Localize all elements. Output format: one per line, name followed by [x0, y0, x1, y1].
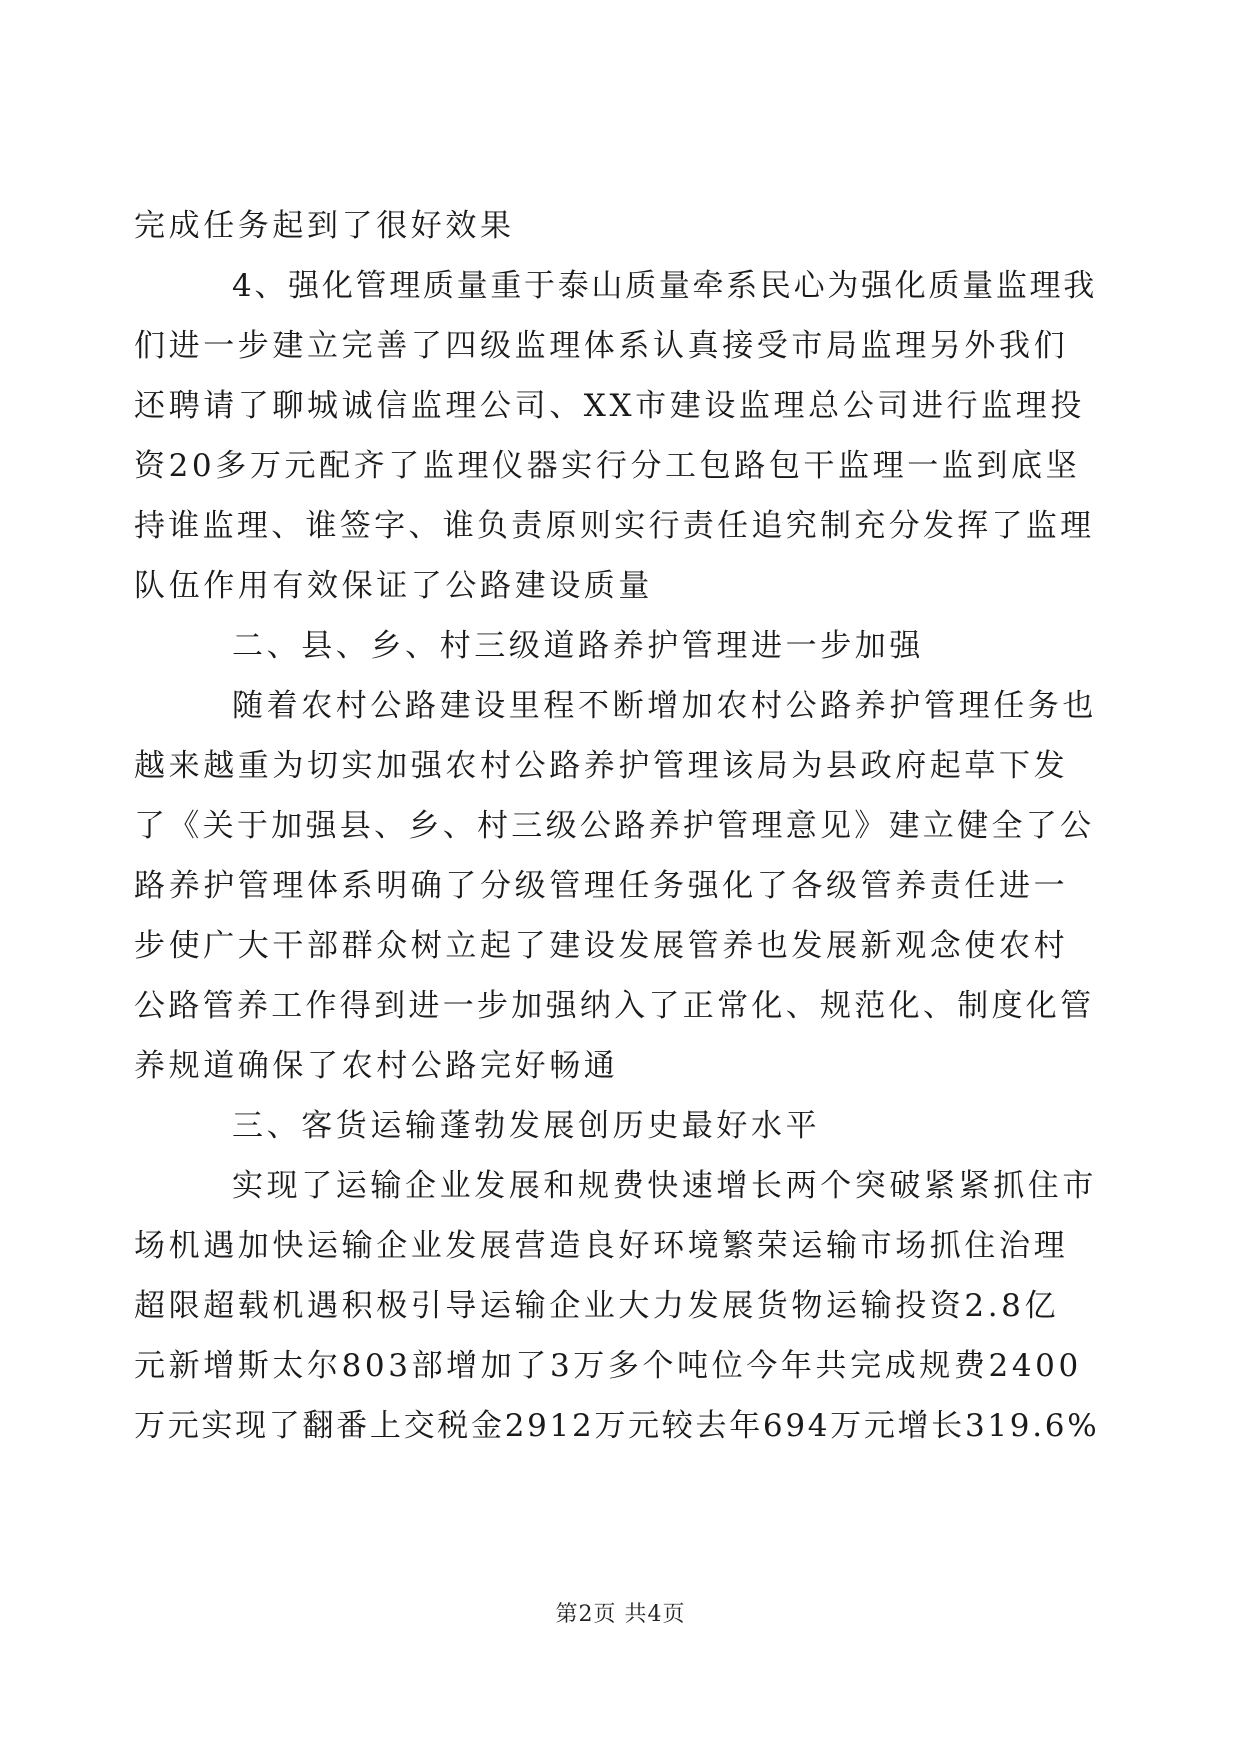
text-line: 完成任务起到了很好效果	[134, 208, 515, 244]
text-line: 场机遇加快运输企业发展营造良好环境繁荣运输市场抓住治理	[134, 1228, 1069, 1264]
text-line: 超限超载机遇积极引导运输企业大力发展货物运输投资2.8亿	[134, 1288, 1060, 1324]
section-heading: 三、客货运输蓬勃发展创历史最好水平	[232, 1108, 821, 1144]
text-line: 养规道确保了农村公路完好畅通	[134, 1048, 619, 1084]
text-line: 万元实现了翻番上交税金2912万元较去年694万元增长319.6%	[134, 1408, 1100, 1444]
text-line: 还聘请了聊城诚信监理公司、XX市建设监理总公司进行监理投	[134, 388, 1085, 424]
text-line: 们进一步建立完善了四级监理体系认真接受市局监理另外我们	[134, 328, 1069, 364]
section-heading: 二、县、乡、村三级道路养护管理进一步加强	[232, 628, 924, 664]
text-line: 公路管养工作得到进一步加强纳入了正常化、规范化、制度化管	[134, 988, 1095, 1024]
text-line: 资20多万元配齐了监理仪器实行分工包路包干监理一监到底坚	[134, 448, 1081, 484]
text-line: 持谁监理、谁签字、谁负责原则实行责任追究制充分发挥了监理	[134, 508, 1095, 544]
text-line: 步使广大干部群众树立起了建设发展管养也发展新观念使农村	[134, 928, 1069, 964]
text-line: 随着农村公路建设里程不断增加农村公路养护管理任务也	[232, 688, 1097, 724]
text-line: 实现了运输企业发展和规费快速增长两个突破紧紧抓住市	[232, 1168, 1097, 1204]
text-line: 队伍作用有效保证了公路建设质量	[134, 568, 653, 604]
text-line: 元新增斯太尔803部增加了3万多个吨位今年共完成规费2400	[134, 1348, 1082, 1384]
page-number-footer: 第2页 共4页	[555, 1602, 686, 1627]
text-line: 路养护管理体系明确了分级管理任务强化了各级管养责任进一	[134, 868, 1069, 904]
text-line: 4、强化管理质量重于泰山质量牵系民心为强化质量监理我	[232, 268, 1097, 304]
text-line: 了《关于加强县、乡、村三级公路养护管理意见》建立健全了公	[134, 808, 1095, 844]
text-line: 越来越重为切实加强农村公路养护管理该局为县政府起草下发	[134, 748, 1069, 784]
